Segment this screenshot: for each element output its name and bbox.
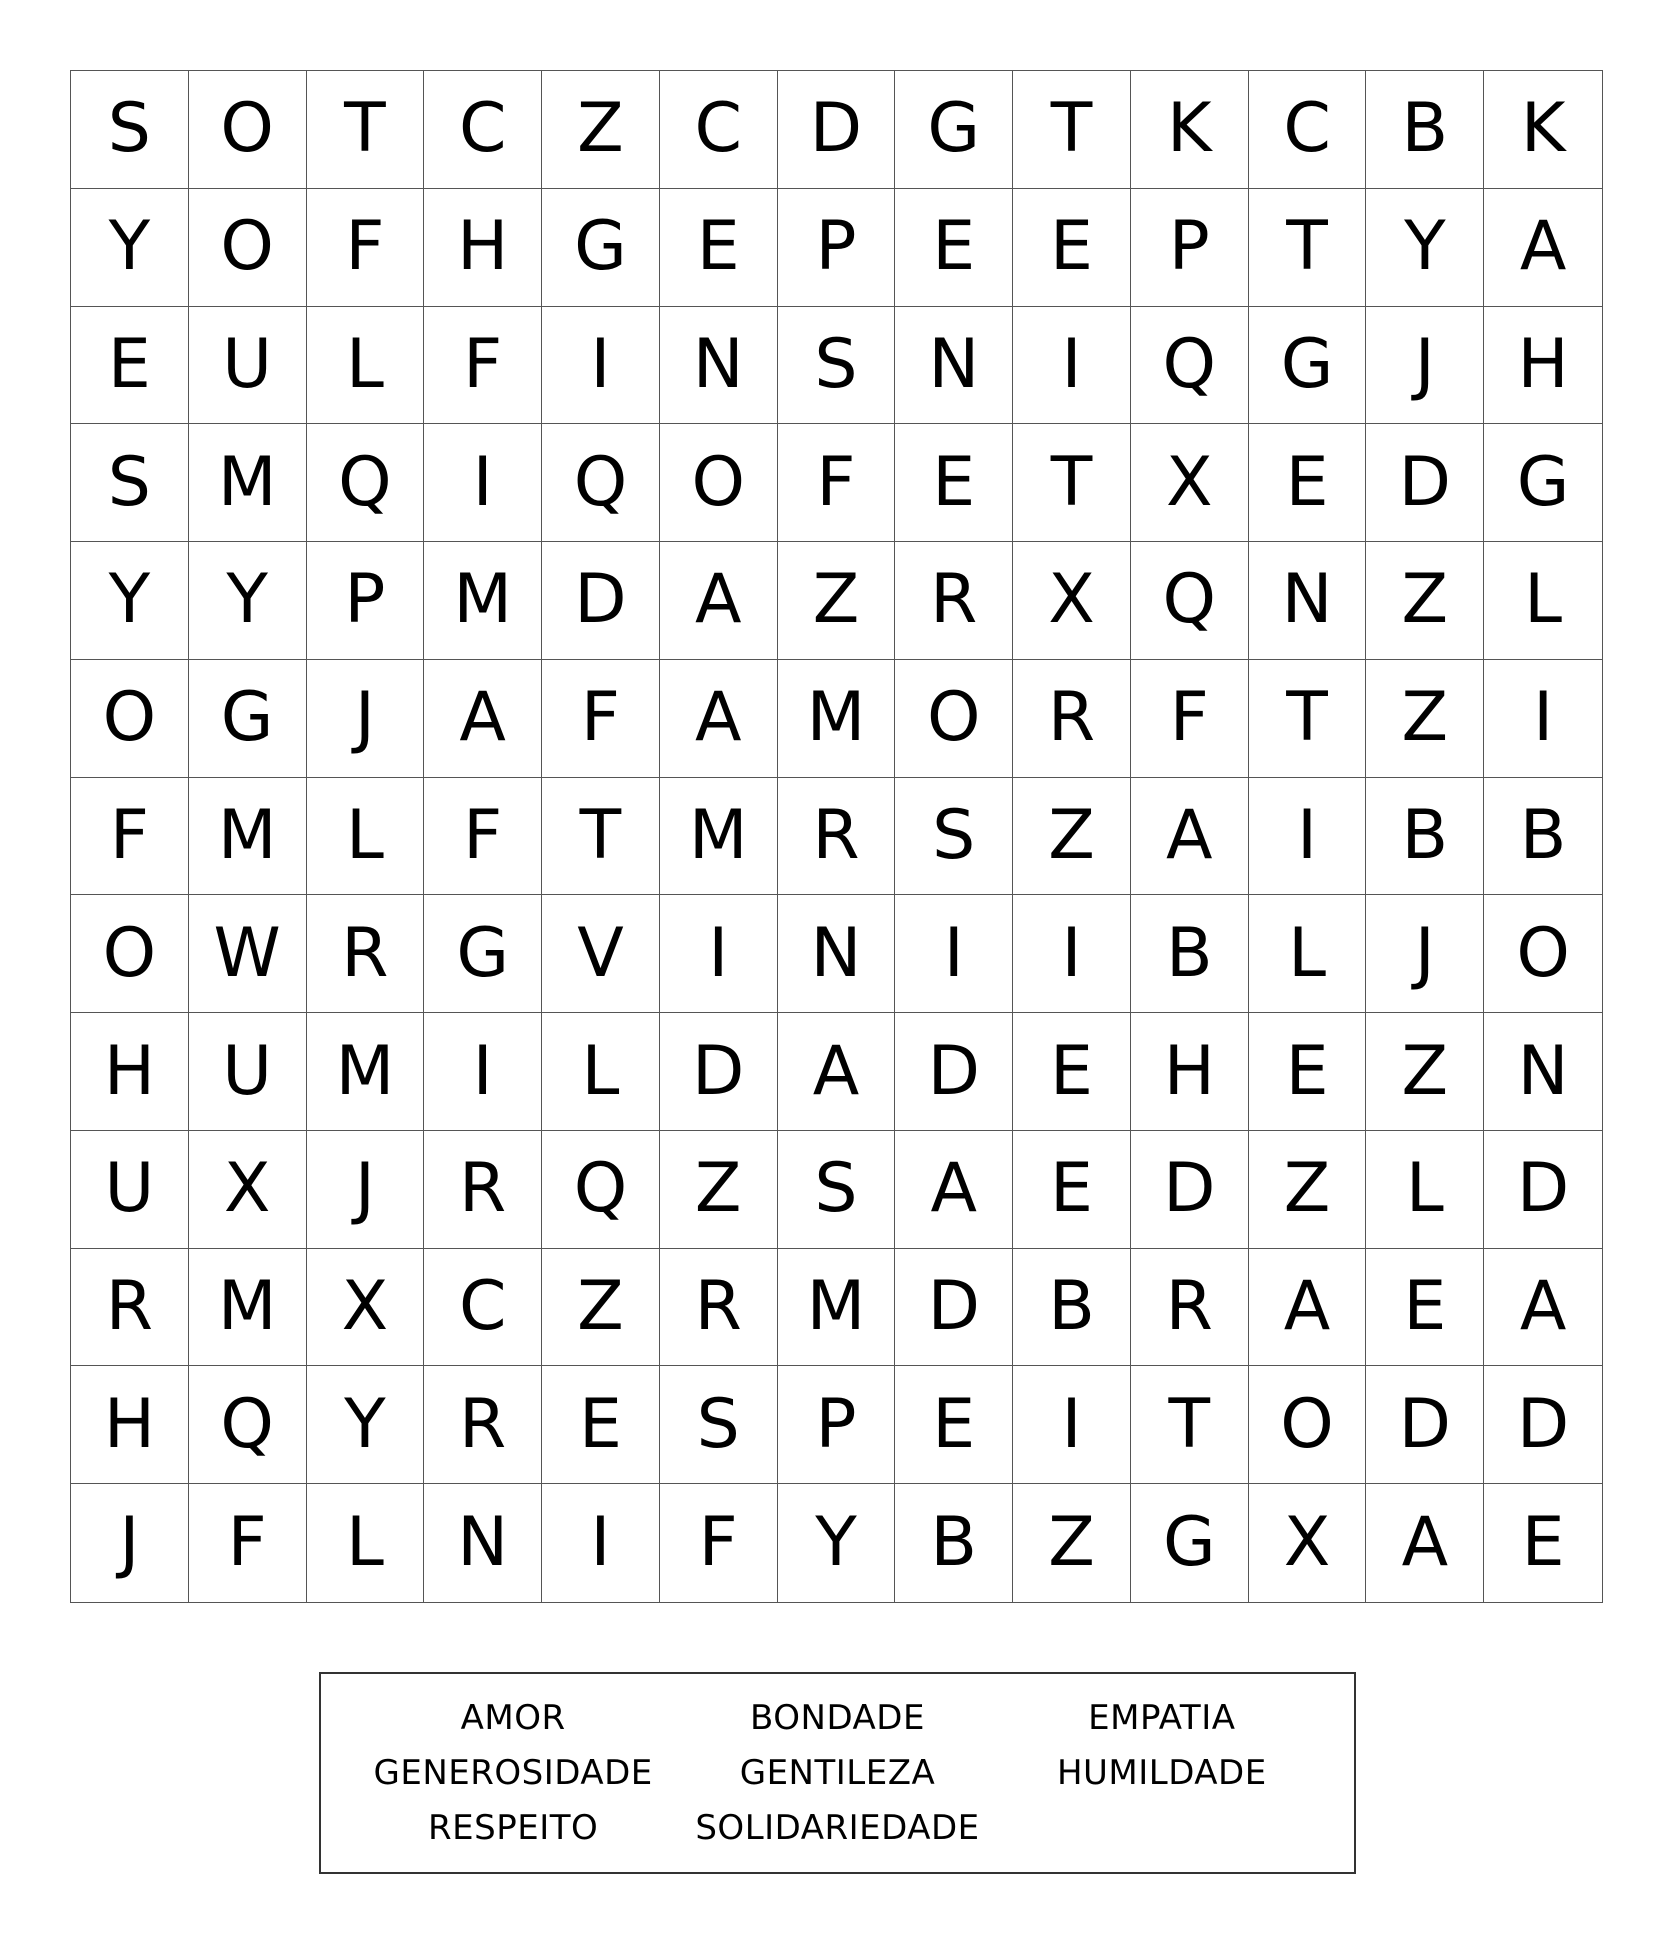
grid-cell[interactable]: J bbox=[307, 1131, 425, 1249]
grid-cell[interactable]: I bbox=[1013, 895, 1131, 1013]
grid-cell[interactable]: M bbox=[189, 424, 307, 542]
grid-cell[interactable]: R bbox=[1131, 1249, 1249, 1367]
grid-cell[interactable]: Q bbox=[542, 424, 660, 542]
word-bank-item: BONDADE bbox=[750, 1697, 925, 1738]
grid-cell[interactable]: G bbox=[895, 71, 1013, 189]
grid-cell[interactable]: A bbox=[1484, 189, 1602, 307]
grid-cell[interactable]: U bbox=[189, 307, 307, 425]
grid-cell[interactable]: N bbox=[778, 895, 896, 1013]
grid-cell[interactable]: N bbox=[424, 1484, 542, 1602]
grid-cell[interactable]: F bbox=[71, 778, 189, 896]
grid-cell[interactable]: G bbox=[1131, 1484, 1249, 1602]
grid-cell[interactable]: O bbox=[660, 424, 778, 542]
grid-cell[interactable]: T bbox=[1249, 660, 1367, 778]
grid-cell[interactable]: H bbox=[1484, 307, 1602, 425]
grid-cell[interactable]: Y bbox=[71, 189, 189, 307]
grid-cell[interactable]: A bbox=[660, 542, 778, 660]
grid-cell[interactable]: Q bbox=[307, 424, 425, 542]
grid-cell[interactable]: L bbox=[542, 1013, 660, 1131]
grid-cell[interactable]: M bbox=[778, 660, 896, 778]
grid-cell[interactable]: P bbox=[778, 1366, 896, 1484]
grid-cell[interactable]: Y bbox=[189, 542, 307, 660]
grid-cell[interactable]: E bbox=[1013, 1013, 1131, 1131]
grid-cell[interactable]: S bbox=[660, 1366, 778, 1484]
grid-cell[interactable]: Q bbox=[189, 1366, 307, 1484]
grid-cell[interactable]: T bbox=[542, 778, 660, 896]
grid-cell[interactable]: J bbox=[307, 660, 425, 778]
grid-cell[interactable]: A bbox=[424, 660, 542, 778]
grid-cell[interactable]: F bbox=[778, 424, 896, 542]
grid-cell[interactable]: L bbox=[1366, 1131, 1484, 1249]
grid-cell[interactable]: F bbox=[424, 778, 542, 896]
grid-cell[interactable]: N bbox=[1484, 1013, 1602, 1131]
grid-cell[interactable]: Y bbox=[1366, 189, 1484, 307]
grid-cell[interactable]: D bbox=[895, 1013, 1013, 1131]
grid-cell[interactable]: D bbox=[1366, 424, 1484, 542]
grid-cell[interactable]: P bbox=[1131, 189, 1249, 307]
grid-cell[interactable]: J bbox=[1366, 307, 1484, 425]
grid-cell[interactable]: Q bbox=[542, 1131, 660, 1249]
grid-cell[interactable]: P bbox=[778, 189, 896, 307]
grid-cell[interactable]: B bbox=[1131, 895, 1249, 1013]
grid-cell[interactable]: R bbox=[424, 1366, 542, 1484]
grid-cell[interactable]: N bbox=[660, 307, 778, 425]
grid-cell[interactable]: Z bbox=[542, 71, 660, 189]
word-bank-item: GENEROSIDADE bbox=[373, 1752, 653, 1793]
word-bank-item: EMPATIA bbox=[1088, 1697, 1236, 1738]
grid-cell[interactable]: E bbox=[895, 424, 1013, 542]
grid-cell[interactable]: S bbox=[778, 1131, 896, 1249]
grid-cell[interactable]: O bbox=[189, 189, 307, 307]
grid-cell[interactable]: O bbox=[71, 660, 189, 778]
word-bank-item: HUMILDADE bbox=[1056, 1752, 1267, 1793]
grid-cell[interactable]: E bbox=[1521, 1503, 1565, 1583]
grid-cell[interactable]: C bbox=[1249, 71, 1367, 189]
grid-cell[interactable]: G bbox=[1484, 424, 1602, 542]
grid-cell[interactable]: D bbox=[660, 1013, 778, 1131]
grid-cell[interactable]: E bbox=[895, 1366, 1013, 1484]
grid-cell[interactable]: Z bbox=[1366, 660, 1484, 778]
grid-cell[interactable]: D bbox=[1484, 1131, 1602, 1249]
grid-cell[interactable]: D bbox=[895, 1249, 1013, 1367]
grid-cell[interactable]: Z bbox=[542, 1249, 660, 1367]
grid-cell[interactable]: Z bbox=[1013, 1484, 1131, 1602]
grid-cell[interactable]: L bbox=[307, 307, 425, 425]
word-search-grid bbox=[70, 70, 1603, 1603]
grid-cell[interactable]: E bbox=[542, 1366, 660, 1484]
grid-cell[interactable]: F bbox=[307, 189, 425, 307]
grid-cell[interactable]: X bbox=[1131, 424, 1249, 542]
grid-cell[interactable]: E bbox=[1013, 189, 1131, 307]
grid-cell[interactable]: L bbox=[1249, 895, 1367, 1013]
grid-cell[interactable]: I bbox=[1013, 1366, 1131, 1484]
word-bank-item: SOLIDARIEDADE bbox=[695, 1808, 980, 1849]
grid-cell[interactable]: G bbox=[424, 895, 542, 1013]
grid-cell[interactable]: R bbox=[660, 1249, 778, 1367]
grid-cell[interactable]: X bbox=[1013, 542, 1131, 660]
grid-cell[interactable]: Z bbox=[1366, 542, 1484, 660]
grid-cell[interactable]: J bbox=[71, 1484, 189, 1602]
grid-cell[interactable]: Y bbox=[778, 1484, 896, 1602]
grid-cell[interactable]: M bbox=[189, 1249, 307, 1367]
grid-cell[interactable]: M bbox=[189, 778, 307, 896]
grid-cell[interactable]: U bbox=[189, 1013, 307, 1131]
word-bank bbox=[319, 1672, 1356, 1874]
grid-cell[interactable]: T bbox=[1131, 1366, 1249, 1484]
grid-cell[interactable]: J bbox=[1366, 895, 1484, 1013]
grid-cell[interactable]: I bbox=[895, 895, 1013, 1013]
grid-cell[interactable]: Z bbox=[1366, 1013, 1484, 1131]
grid-cell[interactable]: X bbox=[307, 1249, 425, 1367]
grid-cell[interactable]: R bbox=[307, 895, 425, 1013]
grid-cell[interactable]: E bbox=[1013, 1131, 1131, 1249]
grid-cell[interactable]: F bbox=[660, 1484, 778, 1602]
grid-cell[interactable]: K bbox=[1484, 71, 1602, 189]
grid-cell[interactable]: S bbox=[895, 778, 1013, 896]
grid-cell[interactable]: F bbox=[542, 660, 660, 778]
grid-cell[interactable]: R bbox=[71, 1249, 189, 1367]
grid-cell[interactable]: P bbox=[307, 542, 425, 660]
grid-cell[interactable]: L bbox=[307, 778, 425, 896]
grid-cell[interactable]: W bbox=[189, 895, 307, 1013]
grid-cell[interactable]: D bbox=[1131, 1131, 1249, 1249]
grid-cell[interactable]: R bbox=[778, 778, 896, 896]
grid-cell[interactable]: C bbox=[424, 71, 542, 189]
grid-cell[interactable]: E bbox=[1366, 1249, 1484, 1367]
grid-cell[interactable]: T bbox=[1013, 71, 1131, 189]
grid-cell[interactable]: A bbox=[1366, 1484, 1484, 1602]
grid-cell[interactable]: X bbox=[1249, 1484, 1367, 1602]
grid-cell[interactable]: K bbox=[1131, 71, 1249, 189]
grid-cell[interactable]: E bbox=[1249, 424, 1367, 542]
grid-cell[interactable]: S bbox=[71, 71, 189, 189]
grid-cell[interactable]: G bbox=[542, 189, 660, 307]
grid-cell[interactable]: M bbox=[307, 1013, 425, 1131]
grid-cell[interactable]: D bbox=[778, 71, 896, 189]
grid-cell[interactable]: I bbox=[542, 307, 660, 425]
grid-cell[interactable]: A bbox=[660, 660, 778, 778]
grid-cell[interactable]: H bbox=[71, 1366, 189, 1484]
grid-cell[interactable]: F bbox=[424, 307, 542, 425]
grid-cell[interactable]: O bbox=[71, 895, 189, 1013]
grid-cell[interactable]: R bbox=[424, 1131, 542, 1249]
grid-cell[interactable]: Q bbox=[1131, 542, 1249, 660]
grid-cell[interactable]: Q bbox=[1131, 307, 1249, 425]
grid-cell[interactable]: O bbox=[1249, 1366, 1367, 1484]
grid-cell[interactable]: F bbox=[1131, 660, 1249, 778]
grid-cell[interactable]: D bbox=[1366, 1366, 1484, 1484]
grid-cell[interactable]: C bbox=[424, 1249, 542, 1367]
grid-cell[interactable]: M bbox=[778, 1249, 896, 1367]
grid-cell[interactable]: D bbox=[542, 542, 660, 660]
grid-cell[interactable]: Z bbox=[660, 1131, 778, 1249]
grid-cell[interactable]: A bbox=[778, 1013, 896, 1131]
word-bank-item: RESPEITO bbox=[428, 1808, 599, 1849]
grid-cell[interactable]: X bbox=[189, 1131, 307, 1249]
grid-cell[interactable]: R bbox=[895, 542, 1013, 660]
grid-cell[interactable]: R bbox=[1013, 660, 1131, 778]
grid-cell[interactable]: Z bbox=[778, 542, 896, 660]
grid-cell[interactable]: A bbox=[1484, 1249, 1602, 1367]
grid-cell[interactable]: E bbox=[71, 307, 189, 425]
grid-cell[interactable]: T bbox=[1249, 189, 1367, 307]
grid-cell[interactable]: Z bbox=[1249, 1131, 1367, 1249]
word-bank-item: GENTILEZA bbox=[739, 1752, 936, 1793]
grid-cell[interactable]: H bbox=[1131, 1013, 1249, 1131]
grid-cell[interactable]: I bbox=[542, 1484, 660, 1602]
grid-cell[interactable]: L bbox=[1484, 542, 1602, 660]
grid-cell[interactable]: A bbox=[895, 1131, 1013, 1249]
grid-cell[interactable]: I bbox=[1013, 307, 1131, 425]
grid-cell[interactable]: B bbox=[1366, 778, 1484, 896]
grid-cell[interactable]: T bbox=[1013, 424, 1131, 542]
grid-cell[interactable]: E bbox=[895, 189, 1013, 307]
grid-cell[interactable]: G bbox=[1249, 307, 1367, 425]
grid-cell[interactable]: L bbox=[307, 1484, 425, 1602]
grid-cell[interactable]: F bbox=[189, 1484, 307, 1602]
grid-cell[interactable]: I bbox=[424, 424, 542, 542]
grid-cell[interactable]: N bbox=[1249, 542, 1367, 660]
grid-cell[interactable]: I bbox=[1484, 660, 1602, 778]
grid-cell[interactable]: T bbox=[307, 71, 425, 189]
word-bank-item: AMOR bbox=[460, 1697, 566, 1738]
grid-cell[interactable]: O bbox=[1484, 895, 1602, 1013]
grid-cell[interactable]: E bbox=[1249, 1013, 1367, 1131]
grid-cell[interactable]: Y bbox=[307, 1366, 425, 1484]
grid-cell[interactable]: I bbox=[1249, 778, 1367, 896]
grid-cell[interactable]: B bbox=[1484, 778, 1602, 896]
grid-cell[interactable]: Y bbox=[71, 542, 189, 660]
grid-cell[interactable]: V bbox=[542, 895, 660, 1013]
grid-cell[interactable]: M bbox=[660, 778, 778, 896]
grid-cell[interactable]: S bbox=[71, 424, 189, 542]
grid-cell[interactable]: H bbox=[71, 1013, 189, 1131]
grid-cell[interactable]: A bbox=[1249, 1249, 1367, 1367]
grid-cell[interactable]: I bbox=[424, 1013, 542, 1131]
grid-cell[interactable]: O bbox=[189, 71, 307, 189]
grid-cell[interactable]: D bbox=[1484, 1366, 1602, 1484]
grid-cell[interactable]: C bbox=[660, 71, 778, 189]
grid-cell[interactable]: O bbox=[895, 660, 1013, 778]
grid-cell[interactable]: Z bbox=[1013, 778, 1131, 896]
grid-cell[interactable]: N bbox=[895, 307, 1013, 425]
grid-cell[interactable]: B bbox=[1013, 1249, 1131, 1367]
grid-cell[interactable]: S bbox=[778, 307, 896, 425]
grid-cell[interactable]: B bbox=[895, 1484, 1013, 1602]
grid-cell[interactable]: I bbox=[660, 895, 778, 1013]
grid-cell[interactable]: U bbox=[71, 1131, 189, 1249]
grid-cell[interactable]: A bbox=[1131, 778, 1249, 896]
grid-cell[interactable]: E bbox=[660, 189, 778, 307]
grid-cell[interactable]: B bbox=[1366, 71, 1484, 189]
grid-cell[interactable]: G bbox=[189, 660, 307, 778]
grid-cell[interactable]: M bbox=[424, 542, 542, 660]
grid-cell[interactable]: H bbox=[424, 189, 542, 307]
